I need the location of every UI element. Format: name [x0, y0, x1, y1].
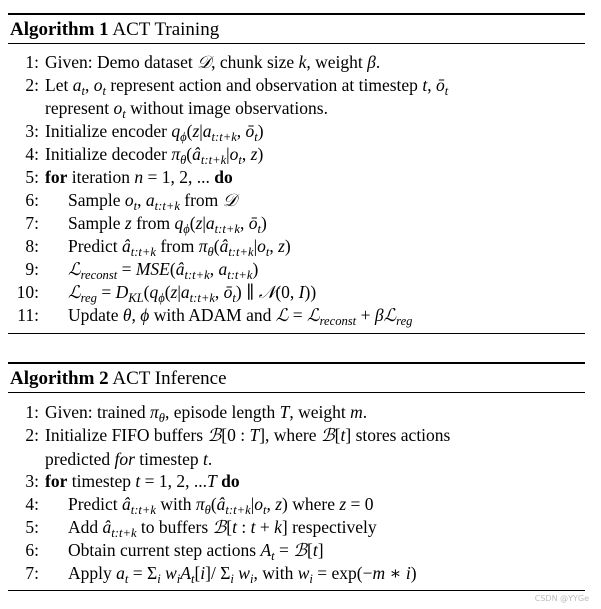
- line-number: 3:: [25, 121, 39, 141]
- line-number: 5:: [25, 517, 39, 537]
- line-text: Initialize decoder $\pi_\theta(â_{t:t+k}|o_t$, z): [45, 144, 264, 167]
- line-number: 2:: [25, 425, 39, 445]
- line-text: Predict $â_{t:t+k}$ from $\pi_\theta(â_{t:t+k}|o_t$, z): [68, 236, 291, 259]
- line-text: Initialize encoder $q_\phi(z|a_{t:t+k}$, $ō_t$): [45, 121, 264, 144]
- line-number: 8:: [25, 236, 39, 256]
- bottom-rule: [8, 333, 585, 334]
- line-number: 6:: [25, 540, 39, 560]
- algorithm-2-title: [8, 364, 585, 392]
- algo1-line-11: [8, 304, 585, 327]
- line-number: 1:: [25, 52, 39, 72]
- line-text: Obtain current step actions $A_t$ = ℬ[t]: [68, 540, 324, 563]
- line-number: 4:: [25, 144, 39, 164]
- line-number: 6:: [25, 190, 39, 210]
- algo2-line-3: [8, 470, 585, 493]
- algo2-line-1: [8, 401, 585, 424]
- algo1-line-9: [8, 258, 585, 281]
- algo2-line-5: [8, 516, 585, 539]
- algo1-line-6: [8, 189, 585, 212]
- line-number: 9:: [25, 259, 39, 279]
- algorithm-2-label: Algorithm 2: [10, 368, 109, 389]
- line-text: Given: Demo dataset 𝒟, chunk size k, weight β.: [45, 52, 381, 73]
- line-number: 1:: [25, 402, 39, 422]
- algorithm-1-title: [8, 15, 585, 43]
- algorithm-2-name: ACT Inference: [112, 368, 227, 389]
- algo1-line-8: [8, 235, 585, 258]
- line-text: Update θ, ϕ with ADAM and ℒ = ℒ$_{reconst}$ + βℒ$_{reg}$: [68, 305, 413, 328]
- line-text: Sample $o_t$, $a_{t:t+k}$ from 𝒟: [68, 190, 237, 213]
- algo2-line-4: [8, 493, 585, 516]
- algo2-line-2: [8, 424, 585, 470]
- algo2-line-6: [8, 539, 585, 562]
- line-text: Sample z from $q_\phi(z|a_{t:t+k}$, $ō_t$): [68, 213, 267, 236]
- algo1-line-1: [8, 51, 585, 74]
- line-text: Let $a_t$, $o_t$ represent action and observation at timestep t, $ō_t$ represent $o_t$ without image observations.: [45, 75, 449, 121]
- line-number: 7:: [25, 563, 39, 583]
- line-number: 2:: [25, 75, 39, 95]
- line-number: 10:: [16, 282, 39, 302]
- algo2-line-7: [8, 562, 585, 585]
- line-number: 7:: [25, 213, 39, 233]
- line-text: for timestep t = 1, 2, ...T do: [45, 471, 240, 491]
- line-text: Predict $â_{t:t+k}$ with $\pi_\theta(â_{t:t+k}|o_t$, z) where z = 0: [68, 494, 374, 517]
- algo1-line-3: [8, 120, 585, 143]
- line-number: 11:: [17, 305, 39, 325]
- algorithm-2-box: [8, 362, 585, 591]
- algorithm-1-label: Algorithm 1: [10, 19, 109, 40]
- algorithm-1-box: [8, 13, 585, 334]
- algo1-line-10: [8, 281, 585, 304]
- bottom-rule: [8, 590, 585, 591]
- line-text: Apply $a_t = \Sigma_i$ $w_iA_t[i]/$ $\Sigma_i$ $w_i$, with $w_i = \exp(-m$ ∗ i): [68, 563, 417, 586]
- line-text: ℒ$_{reconst}$ = $MSE(â_{t:t+k}$, $a_{t:t+k}$): [68, 259, 259, 282]
- algo1-line-4: [8, 143, 585, 166]
- line-text: Given: trained $\pi_\theta$, episode length T, weight m.: [45, 402, 368, 425]
- line-number: 4:: [25, 494, 39, 514]
- line-text: ℒ$_{reg}$ = $D_{KL}(q_\phi(z|a_{t:t+k}$, $ō_t$) ∥ 𝒩(0, I)): [68, 282, 317, 305]
- line-text: for iteration n = 1, 2, ... do: [45, 167, 233, 187]
- algo1-line-5: [8, 166, 585, 189]
- line-number: 3:: [25, 471, 39, 491]
- line-text: Initialize FIFO buffers ℬ[0 : T], where ℬ[t] stores actions predicted for timestep t.: [45, 425, 451, 469]
- line-number: 5:: [25, 167, 39, 187]
- line-text: Add $â_{t:t+k}$ to buffers ℬ[t : t + k] respectively: [68, 517, 377, 540]
- algo1-line-7: [8, 212, 585, 235]
- algo1-line-2: [8, 74, 585, 120]
- watermark: CSDN @YYGe: [534, 594, 589, 603]
- algorithm-1-name: ACT Training: [112, 19, 220, 40]
